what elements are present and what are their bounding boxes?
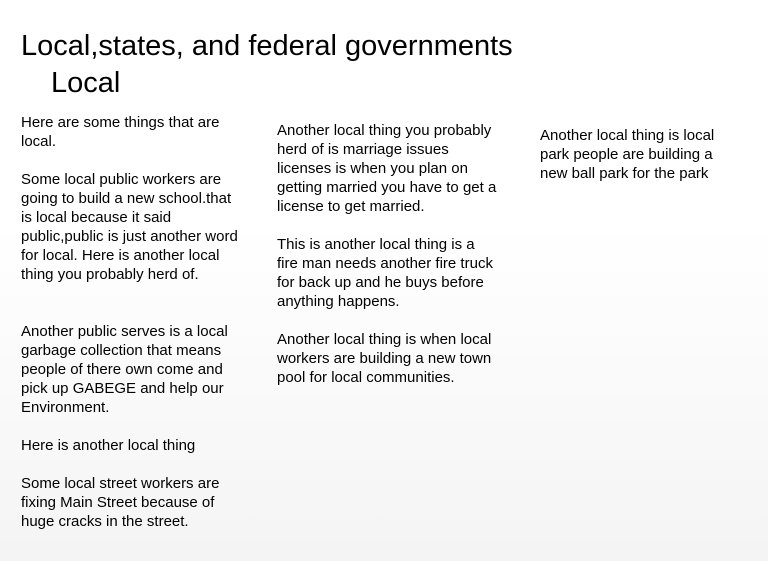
text-column-1 [21, 113, 241, 531]
section-heading-local: Local [51, 67, 121, 99]
paragraph: Some local public workers are going to build a new school.that is local because it said public,public is just another word for local. Here is another local thing you probably herd of. [21, 171, 238, 283]
paragraph: Here are some things that are local. [21, 114, 220, 150]
text-column-3 [540, 126, 740, 183]
paragraph: This is another local thing is a fire man needs another fire truck for back up and he buys before anything happens. [277, 236, 493, 310]
paragraph: Some local street workers are fixing Main Street because of huge cracks in the street. [21, 475, 220, 530]
paragraph: Another public serves is a local garbage collection that means people of there own come and pick up GABEGE and help our [21, 323, 228, 397]
paragraph: Another local thing is local park people are building a new ball park for the park [540, 127, 715, 182]
paragraph: Environment. [21, 399, 110, 416]
paragraph: Here is another local thing [21, 437, 196, 454]
page-title: Local,states, and federal governments [21, 30, 513, 62]
paragraph: Another local thing is when local workers are building a new town pool for local communities. [277, 331, 492, 386]
paragraph: Another local thing you probably herd of is marriage issues licenses is when you plan on getting married you have to get a license to get married. [277, 122, 497, 215]
text-column-2 [277, 121, 497, 387]
